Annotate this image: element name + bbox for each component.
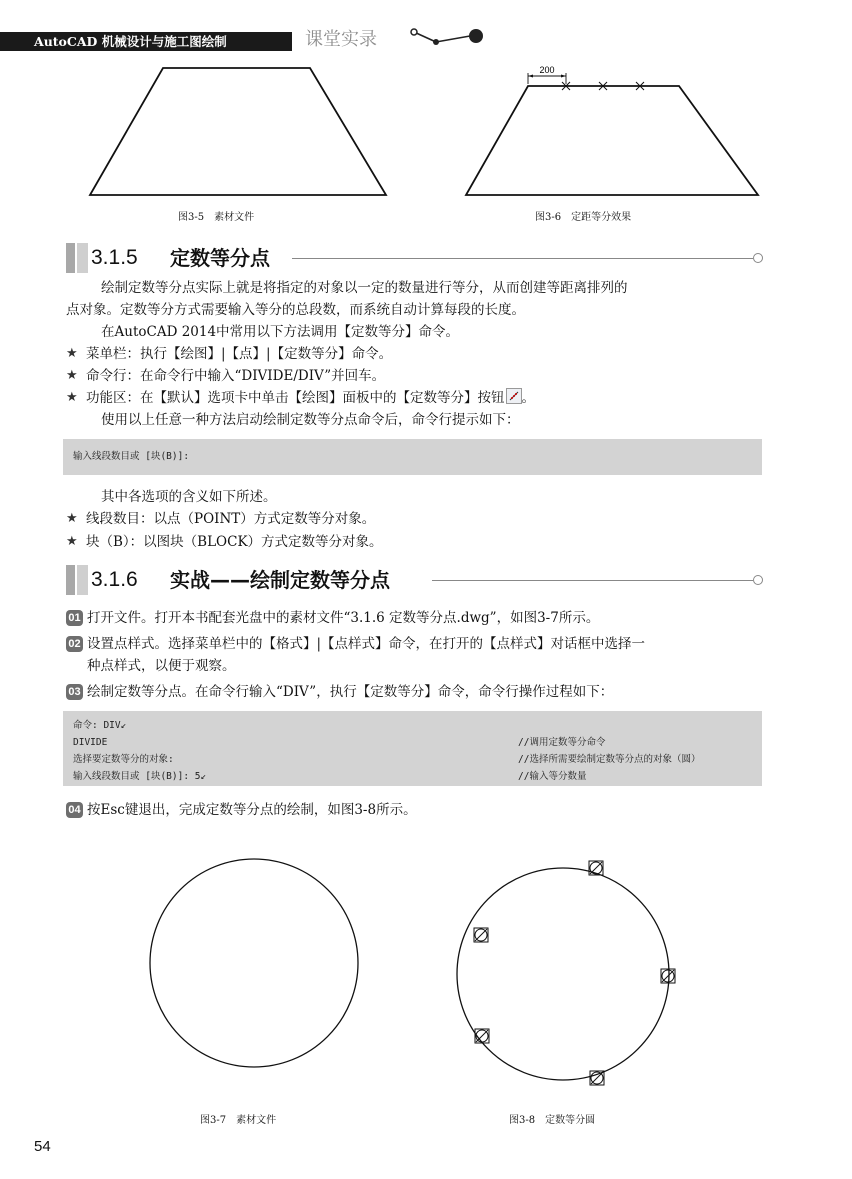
code-comment: //选择所需要绘制定数等分点的对象（圆） <box>518 754 701 765</box>
step-number: 04 <box>66 802 83 818</box>
paragraph: 其中各选项的含义如下所述。 <box>101 489 277 505</box>
bullet-item-tail: 。 <box>521 390 535 406</box>
bullet-item: 线段数目：以点（POINT）方式定数等分对象。 <box>86 511 376 527</box>
paragraph: 绘制定数等分点实际上就是将指定的对象以一定的数量进行等分，从而创建等距离排列的 <box>101 280 628 296</box>
bullet-star: ★ <box>66 368 78 383</box>
page-number: 54 <box>34 1138 51 1155</box>
section-marker <box>66 243 75 273</box>
paragraph: 使用以上任意一种方法启动绘制定数等分点命令后，命令行提示如下： <box>101 412 520 428</box>
section-label: 课堂实录 <box>305 29 377 50</box>
bullet-item: 命令行：在命令行中输入“DIVIDE/DIV”并回车。 <box>86 368 386 384</box>
bullet-item <box>86 388 535 408</box>
section-marker <box>77 565 88 595</box>
code-block <box>63 439 762 475</box>
paragraph: 点对象。定数等分方式需要输入等分的总段数，而系统自动计算每段的长度。 <box>66 302 525 318</box>
section-rule <box>432 580 753 581</box>
bullet-star: ★ <box>66 534 78 549</box>
bullet-star: ★ <box>66 346 78 361</box>
bullet-star: ★ <box>66 390 78 405</box>
bullet-item-text: 功能区：在【默认】选项卡中单击【绘图】面板中的【定数等分】按钮 <box>86 390 505 406</box>
step-text: 打开文件。打开本书配套光盘中的素材文件“3.1.6 定数等分点.dwg”，如图3-7所示。 <box>87 610 600 626</box>
code-command: 输入线段数目或 [块(B)]: 5↙ <box>73 771 207 782</box>
figure-3-8-caption: 图3-8 定数等分圆 <box>509 1115 596 1126</box>
section-title: 实战——绘制定数等分点 <box>170 568 390 592</box>
code-comment: //调用定数等分命令 <box>518 737 606 748</box>
code-command: 选择要定数等分的对象: <box>73 754 174 765</box>
header-decoration-icon <box>408 24 488 48</box>
divide-tool-icon <box>506 388 522 404</box>
figure-3-6 <box>462 64 764 198</box>
bullet-item: 菜单栏：执行【绘图】|【点】|【定数等分】命令。 <box>86 346 393 362</box>
section-rule-end <box>753 253 763 263</box>
figure-3-7 <box>148 826 368 1102</box>
section-number: 3.1.5 <box>91 246 138 269</box>
section-title: 定数等分点 <box>170 246 270 270</box>
section-rule <box>292 258 753 259</box>
step-text: 绘制定数等分点。在命令行输入“DIV”，执行【定数等分】命令，命令行操作过程如下： <box>87 684 614 700</box>
bullet-star: ★ <box>66 511 78 526</box>
step-text: 设置点样式。选择菜单栏中的【格式】|【点样式】命令，在打开的【点样式】对话框中选择一 <box>87 636 646 652</box>
step-number: 01 <box>66 610 83 626</box>
step-number: 03 <box>66 684 83 700</box>
code-command: 命令: DIV↙ <box>73 720 127 731</box>
figure-3-5-caption: 图3-5 素材文件 <box>178 212 255 223</box>
figure-3-8 <box>455 826 695 1102</box>
paragraph: 在AutoCAD 2014中常用以下方法调用【定数等分】命令。 <box>101 324 460 340</box>
dimension-label: 200 <box>539 65 555 75</box>
figure-3-6-caption: 图3-6 定距等分效果 <box>535 212 632 223</box>
code-command: DIVIDE <box>73 737 108 748</box>
section-marker <box>66 565 75 595</box>
code-block <box>63 711 762 786</box>
book-title: AutoCAD 机械设计与施工图绘制 <box>34 34 227 49</box>
step-number: 02 <box>66 636 83 652</box>
section-number: 3.1.6 <box>91 568 138 591</box>
section-marker <box>77 243 88 273</box>
figure-3-5 <box>88 66 390 198</box>
bullet-item: 块（B）：以图块（BLOCK）方式定数等分对象。 <box>86 534 383 550</box>
section-rule-end <box>753 575 763 585</box>
figure-3-7-caption: 图3-7 素材文件 <box>200 1115 277 1126</box>
code-line: 输入线段数目或 [块(B)]: <box>73 451 190 462</box>
code-comment: //输入等分数量 <box>518 771 587 782</box>
step-text: 按Esc键退出，完成定数等分点的绘制，如图3-8所示。 <box>87 802 417 818</box>
step-text: 种点样式，以便于观察。 <box>87 658 236 674</box>
